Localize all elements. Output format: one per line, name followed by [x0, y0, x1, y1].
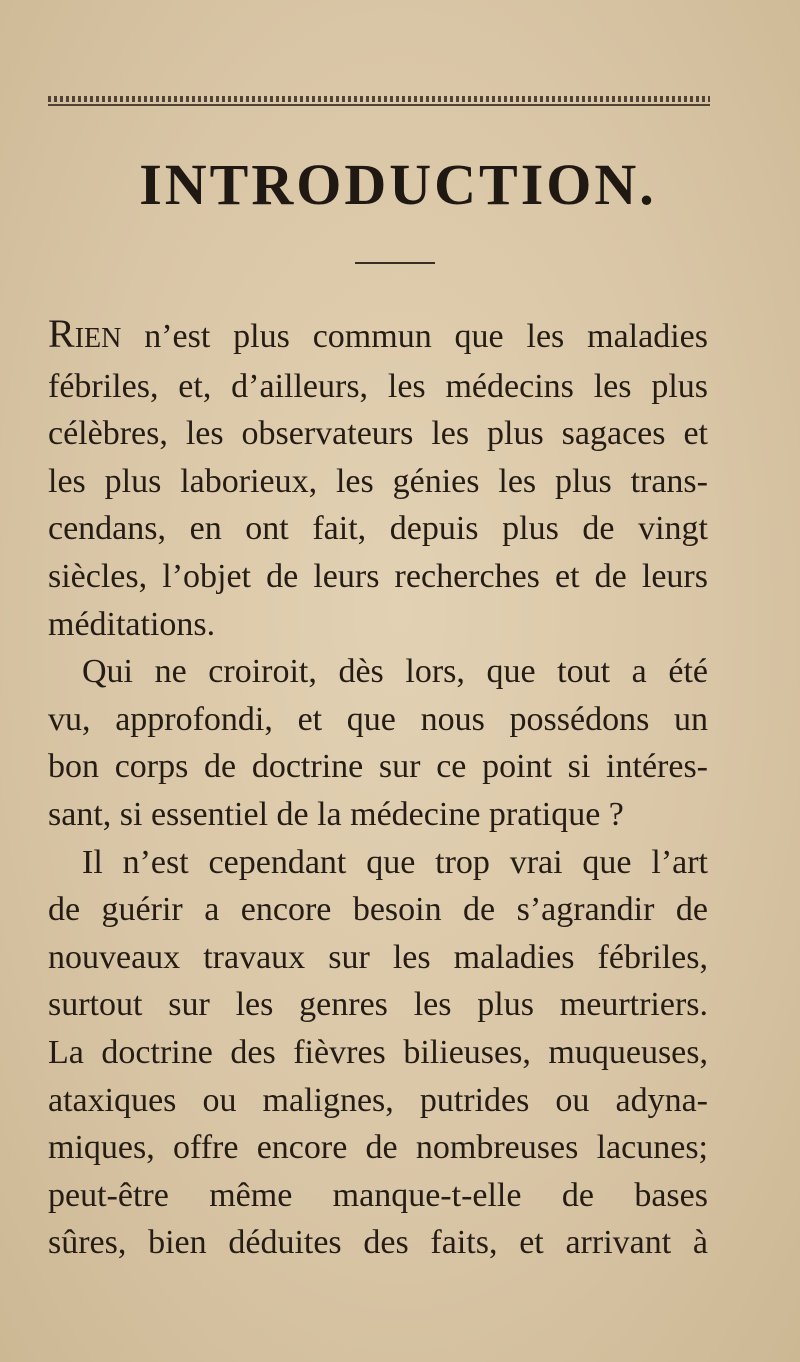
text-line: surtout sur les genres les plus meurtriers.	[48, 986, 708, 1024]
body-text	[48, 310, 708, 1267]
text-line: sant, si essentiel de la médecine pratique ?	[48, 795, 624, 833]
text-line: peut-être même manque-t-elle de bases	[48, 1176, 708, 1214]
text-line: miques, offre encore de nombreuses lacunes;	[48, 1129, 708, 1167]
drop-initial: R	[48, 311, 75, 356]
ornamental-header-rule	[48, 96, 710, 106]
paragraph-2	[48, 648, 708, 838]
chapter-title: INTRODUCTION.	[139, 152, 657, 217]
text-line: Qui ne croiroit, dès lors, que tout a été	[82, 653, 708, 691]
text-line: La doctrine des fièvres bilieuses, muqueuses,	[48, 1033, 708, 1071]
text-line: méditations.	[48, 605, 216, 643]
title-divider	[355, 262, 435, 264]
text-line: les plus laborieux, les génies les plus trans-	[48, 462, 708, 500]
text-line: nouveaux travaux sur les maladies fébriles,	[48, 938, 708, 976]
text-line: sûres, bien déduites des faits, et arrivant à	[48, 1224, 708, 1262]
text-line: vu, approfondi, et que nous possédons un	[48, 700, 708, 738]
paragraph-1	[48, 310, 708, 648]
text-line: de guérir a encore besoin de s’agrandir de	[48, 891, 708, 929]
text-line: fébriles, et, d’ailleurs, les médecins les plus	[48, 367, 708, 405]
text-line: cendans, en ont fait, depuis plus de vingt	[48, 510, 708, 548]
text-line: RIEN n’est plus commun que les maladies	[48, 311, 708, 356]
text-line: ataxiques ou malignes, putrides ou adyna-	[48, 1081, 708, 1119]
paragraph-3	[48, 839, 708, 1267]
text-line: Il n’est cependant que trop vrai que l’art	[82, 843, 708, 881]
text-line: célèbres, les observateurs les plus sagaces et	[48, 415, 708, 453]
text-line: bon corps de doctrine sur ce point si intéres-	[48, 748, 708, 786]
text-line: siècles, l’objet de leurs recherches et de leurs	[48, 557, 708, 595]
small-caps-word: IEN	[74, 323, 122, 354]
